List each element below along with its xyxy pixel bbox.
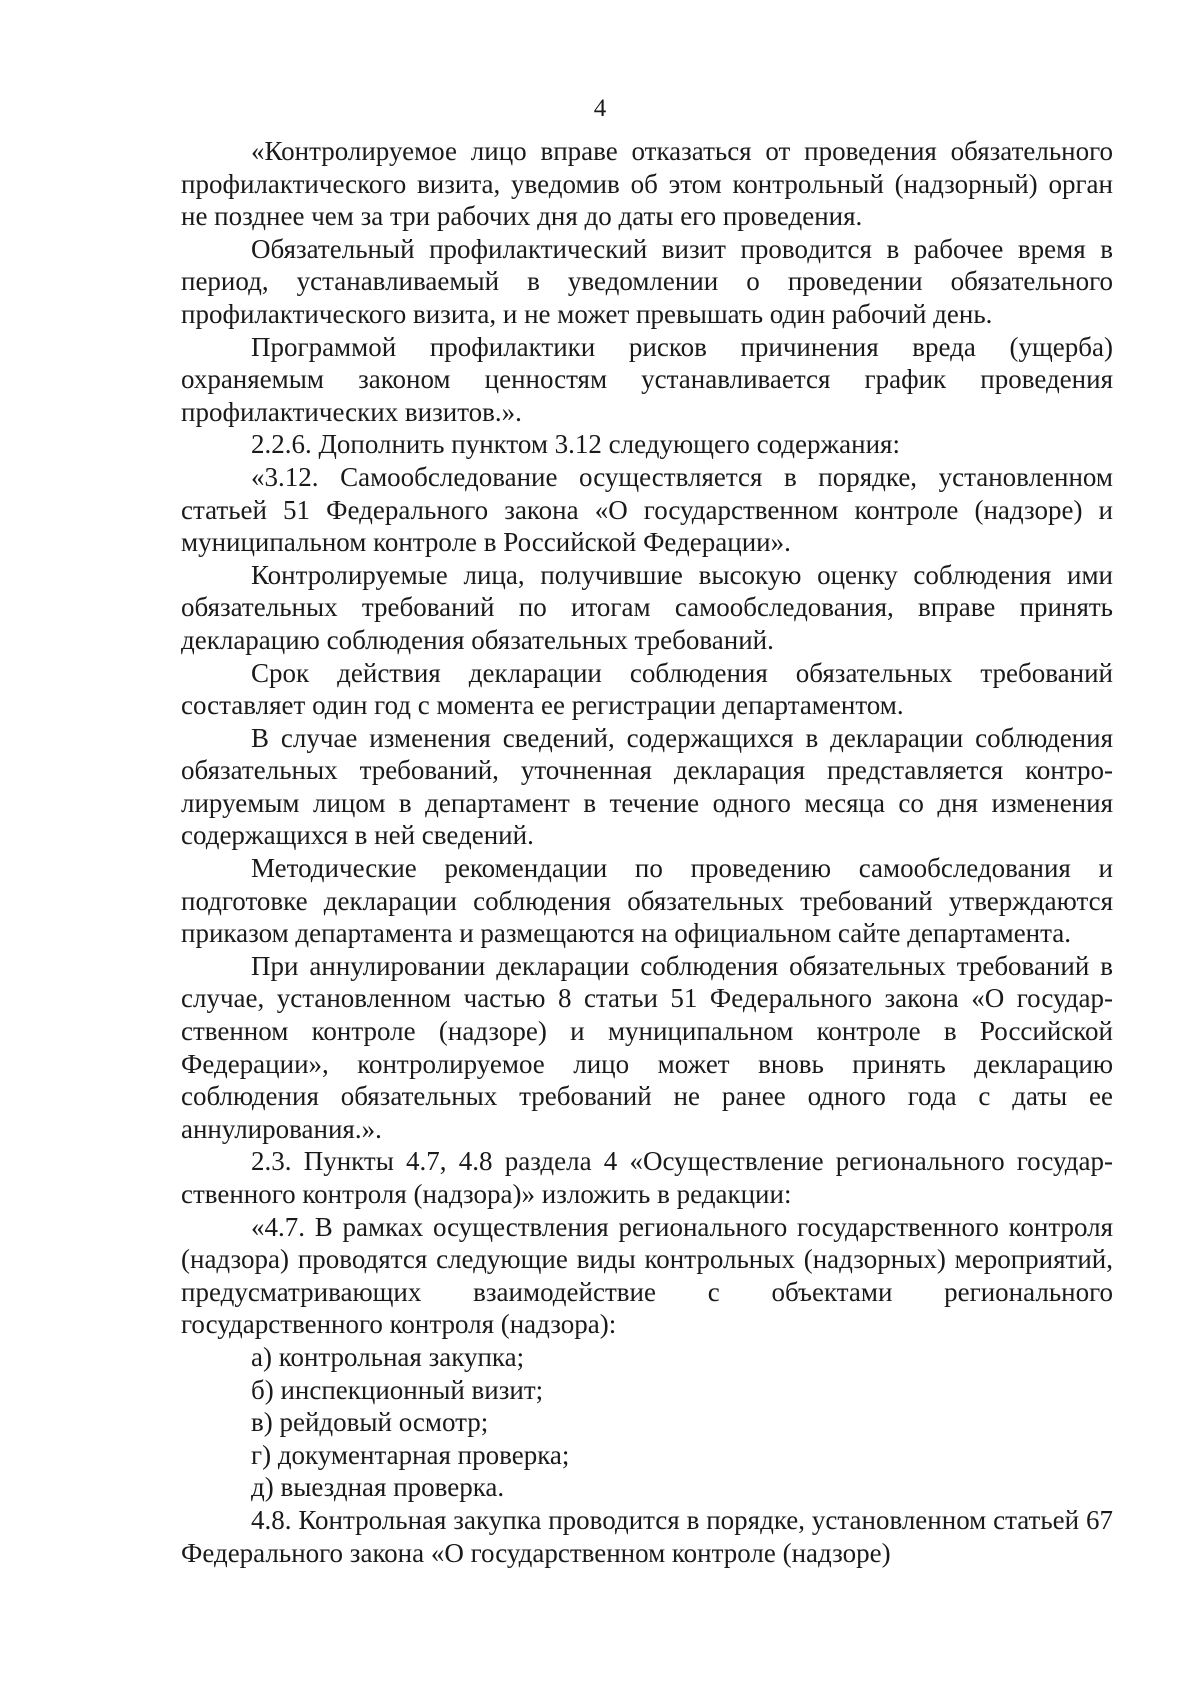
paragraph: 2.3. Пункты 4.7, 4.8 раздела 4 «Осуществление регионального государственного контроля (надзора)» изложить в редакции:	[181, 1146, 1113, 1209]
paragraph: «4.7. В рамках осуществления регионального государственного контроля (надзора) проводятся следующие виды контрольных (надзорных) мероприятий, предусматривающих взаимодействие с объектами регионального государственного контроля (надзора):	[181, 1211, 1113, 1340]
paragraph: Срок действия декларации соблюдения обязательных требований составляет один год с момента ее регистрации департаментом.	[181, 657, 1113, 721]
list-item: б) инспекционный визит;	[251, 1374, 544, 1405]
document-body	[181, 135, 1113, 1569]
paragraph: Контролируемые лица, получившие высокую оценку соблюдения ими обязательных требований по итогам самообследования, вправе принять декларацию соблюдения обязательных требований.	[181, 559, 1113, 655]
paragraph: 2.2.6. Дополнить пунктом 3.12 следующего содержания:	[251, 429, 900, 460]
paragraph: В случае изменения сведений, содержащихся в декларации соблюдения обязательных требований, уточненная декларация представляется контролируемым лицом в департамент в течение одного месяца со дня изменения содержащихся в ней сведений.	[181, 722, 1113, 851]
paragraph: «3.12. Самообследование осуществляется в порядке, установленном статьей 51 Федерального закона «О государственном контроле (надзоре) и муниципальном контроле в Российской Федерации».	[181, 461, 1113, 558]
paragraph: «Контролируемое лицо вправе отказаться от проведения обязательного профилактического визита, уведомив об этом контрольный (надзорный) орган не позднее чем за три рабочих дня до даты его проведения.	[181, 136, 1113, 232]
list-item: в) рейдовый осмотр;	[251, 1407, 489, 1438]
list-item: д) выездная проверка.	[251, 1472, 505, 1503]
list-item: а) контрольная закупка;	[251, 1341, 525, 1372]
paragraph: Обязательный профилактический визит проводится в рабочее время в период, устанавливаемый в уведомлении о проведении обязательного профилактического визита, и не может превышать один рабочий день.	[181, 233, 1113, 329]
paragraph: Программой профилактики рисков причинения вреда (ущерба) охраняемым законом ценностям устанавливается график проведения профилактических визитов.».	[181, 331, 1113, 427]
page-number: 4	[593, 95, 607, 122]
paragraph: При аннулировании декларации соблюдения обязательных требований в случае, установленном частью 8 статьи 51 Федерального закона «О государственном контроле (надзоре) и муниципальном контроле в Российской Федерации», контролируемое лицо может вновь принять декларацию соблюдения обязательных требований не ранее одного года с даты ее аннулирования.».	[181, 950, 1113, 1144]
list-item: г) документарная проверка;	[251, 1439, 570, 1470]
paragraph: 4.8. Контрольная закупка проводится в порядке, установленном статьей 67 Федерального закона «О государственном контроле (надзоре)	[181, 1504, 1113, 1568]
paragraph: Методические рекомендации по проведению самообследования и подготовке декларации соблюдения обязательных требований утверждаются приказом департамента и размещаются на официальном сайте департамента.	[181, 853, 1113, 949]
